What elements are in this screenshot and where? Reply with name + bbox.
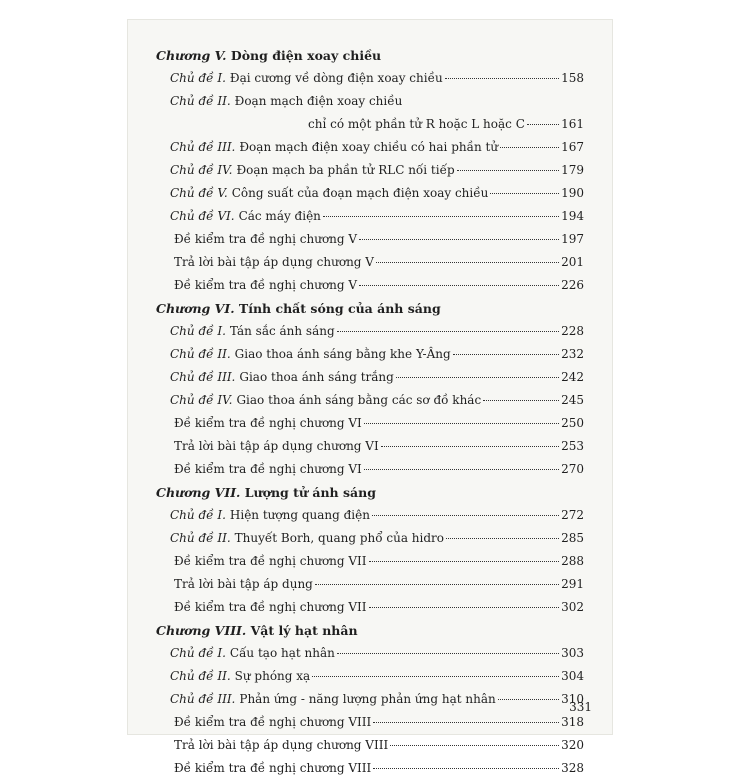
entry-title: Đề kiểm tra đề nghị chương VIII <box>174 761 372 775</box>
table-of-contents <box>156 44 584 780</box>
dot-leader <box>359 284 559 286</box>
entry-title: Đề kiểm tra đề nghị chương VIII <box>174 715 372 729</box>
entry-label: Chủ đề III. <box>170 140 236 154</box>
chapter-heading <box>156 481 584 504</box>
entry-title: Đoạn mạch điện xoay chiều <box>234 94 403 108</box>
book-page <box>128 20 612 775</box>
chapter-heading <box>156 619 584 642</box>
toc-entry <box>156 159 584 182</box>
dot-leader <box>337 652 559 654</box>
toc-entry <box>156 366 584 389</box>
entry-label: Chủ đề II. <box>170 347 231 361</box>
toc-entry <box>156 504 584 527</box>
chapter-heading <box>156 44 584 67</box>
toc-entry <box>156 757 584 780</box>
dot-leader <box>483 399 559 401</box>
entry-title: Đoạn mạch ba phần tử RLC nối tiếp <box>236 163 455 177</box>
entry-label: Chủ đề IV. <box>170 393 233 407</box>
entry-label: Chủ đề III. <box>170 692 236 706</box>
dot-leader <box>527 123 559 125</box>
entry-page: 303 <box>561 646 584 660</box>
dot-leader <box>457 169 559 171</box>
toc-entry-continuation <box>156 113 584 136</box>
entry-label: Chủ đề VI. <box>170 209 235 223</box>
entry-page: 232 <box>561 347 584 361</box>
toc-entry <box>156 527 584 550</box>
entry-title: Trả lời bài tập áp dụng chương VIII <box>174 738 389 752</box>
dot-leader <box>453 353 559 355</box>
entry-page: 201 <box>561 255 584 269</box>
entry-label: Chủ đề IV. <box>170 163 233 177</box>
dot-leader <box>364 468 559 470</box>
chapter-title: Vật lý hạt nhân <box>250 623 358 638</box>
entry-label: Chủ đề I. <box>170 71 226 85</box>
toc-entry <box>156 458 584 481</box>
entry-continuation: chỉ có một phần tử R hoặc L hoặc C <box>308 117 525 131</box>
chapter-title: Dòng điện xoay chiều <box>230 48 382 63</box>
entry-page: 272 <box>561 508 584 522</box>
entry-title: Công suất của đoạn mạch điện xoay chiều <box>231 186 489 200</box>
dot-leader <box>376 261 559 263</box>
entry-title: Đề kiểm tra đề nghị chương VII <box>174 600 367 614</box>
toc-entry <box>156 205 584 228</box>
entry-page: 304 <box>561 669 584 683</box>
dot-leader <box>490 192 559 194</box>
dot-leader <box>373 721 559 723</box>
entry-title: Các máy điện <box>238 209 321 223</box>
chapter-title: Tính chất sóng của ánh sáng <box>238 301 441 316</box>
toc-entry <box>156 665 584 688</box>
dot-leader <box>390 744 559 746</box>
entry-label: Chủ đề III. <box>170 370 236 384</box>
entry-title: Đề kiểm tra đề nghị chương VII <box>174 554 367 568</box>
entry-title: Cấu tạo hạt nhân <box>229 646 335 660</box>
toc-entry <box>156 136 584 159</box>
entry-title: Hiện tượng quang điện <box>229 508 370 522</box>
dot-leader <box>372 514 559 516</box>
entry-page: 190 <box>561 186 584 200</box>
dot-leader <box>445 77 559 79</box>
entry-page: 291 <box>561 577 584 591</box>
toc-entry <box>156 274 584 297</box>
entry-title: Trả lời bài tập áp dụng chương V <box>174 255 374 269</box>
chapter-label: Chương V. <box>156 48 227 63</box>
entry-label: Chủ đề II. <box>170 94 231 108</box>
entry-page: 285 <box>561 531 584 545</box>
entry-page: 194 <box>561 209 584 223</box>
entry-page: 245 <box>561 393 584 407</box>
chapter-heading <box>156 297 584 320</box>
entry-title: Đề kiểm tra đề nghị chương VI <box>174 416 362 430</box>
toc-entry <box>156 711 584 734</box>
dot-leader <box>373 767 559 769</box>
entry-page: 328 <box>561 761 584 775</box>
entry-page: 197 <box>561 232 584 246</box>
entry-page: 250 <box>561 416 584 430</box>
entry-page: 318 <box>561 715 584 729</box>
entry-title: Trả lời bài tập áp dụng chương VI <box>174 439 379 453</box>
chapter-label: Chương VI. <box>156 301 235 316</box>
entry-page: 320 <box>561 738 584 752</box>
entry-label: Chủ đề I. <box>170 324 226 338</box>
toc-entry <box>156 343 584 366</box>
entry-label: Chủ đề V. <box>170 186 228 200</box>
toc-entry <box>156 642 584 665</box>
entry-title: Giao thoa ánh sáng bằng các sơ đồ khác <box>236 393 482 407</box>
entry-page: 270 <box>561 462 584 476</box>
dot-leader <box>364 422 559 424</box>
toc-entry <box>156 320 584 343</box>
entry-label: Chủ đề I. <box>170 508 226 522</box>
entry-title: Giao thoa ánh sáng bằng khe Y-Âng <box>234 347 451 361</box>
dot-leader <box>446 537 559 539</box>
entry-label: Chủ đề II. <box>170 531 231 545</box>
entry-title: Trả lời bài tập áp dụng <box>174 577 313 591</box>
toc-entry <box>156 734 584 757</box>
entry-page: 242 <box>561 370 584 384</box>
dot-leader <box>315 583 559 585</box>
entry-page: 226 <box>561 278 584 292</box>
entry-page: 228 <box>561 324 584 338</box>
page-number: 331 <box>569 700 592 714</box>
entry-title: Đề kiểm tra đề nghị chương V <box>174 278 358 292</box>
entry-page: 161 <box>561 117 584 131</box>
entry-page: 253 <box>561 439 584 453</box>
toc-entry <box>156 90 584 113</box>
entry-title: Đại cương về dòng điện xoay chiều <box>229 71 443 85</box>
entry-title: Đoạn mạch điện xoay chiều có hai phần tử <box>239 140 499 154</box>
dot-leader <box>369 606 560 608</box>
toc-entry <box>156 573 584 596</box>
entry-page: 167 <box>561 140 584 154</box>
toc-entry <box>156 688 584 711</box>
entry-page: 158 <box>561 71 584 85</box>
entry-page: 288 <box>561 554 584 568</box>
dot-leader <box>312 675 559 677</box>
entry-page: 302 <box>561 600 584 614</box>
toc-entry <box>156 435 584 458</box>
dot-leader <box>359 238 559 240</box>
toc-entry <box>156 251 584 274</box>
dot-leader <box>369 560 560 562</box>
toc-entry <box>156 550 584 573</box>
toc-entry <box>156 596 584 619</box>
entry-label: Chủ đề I. <box>170 646 226 660</box>
entry-title: Sự phóng xạ <box>234 669 311 683</box>
chapter-label: Chương VII. <box>156 485 241 500</box>
entry-title: Phản ứng - năng lượng phản ứng hạt nhân <box>239 692 496 706</box>
entry-title: Đề kiểm tra đề nghị chương VI <box>174 462 362 476</box>
chapter-title: Lượng tử ánh sáng <box>244 485 376 500</box>
dot-leader <box>396 376 559 378</box>
entry-title: Đề kiểm tra đề nghị chương V <box>174 232 358 246</box>
chapter-label: Chương VIII. <box>156 623 247 638</box>
toc-entry <box>156 228 584 251</box>
toc-entry <box>156 67 584 90</box>
dot-leader <box>323 215 559 217</box>
dot-leader <box>500 146 559 148</box>
entry-page: 310 <box>561 692 584 706</box>
toc-entry <box>156 389 584 412</box>
toc-entry <box>156 182 584 205</box>
entry-label: Chủ đề II. <box>170 669 231 683</box>
entry-title: Tán sắc ánh sáng <box>229 324 335 338</box>
dot-leader <box>337 330 559 332</box>
dot-leader <box>498 698 559 700</box>
toc-entry <box>156 412 584 435</box>
dot-leader <box>381 445 559 447</box>
entry-title: Giao thoa ánh sáng trắng <box>239 370 394 384</box>
entry-title: Thuyết Borh, quang phổ của hidro <box>234 531 445 545</box>
entry-page: 179 <box>561 163 584 177</box>
